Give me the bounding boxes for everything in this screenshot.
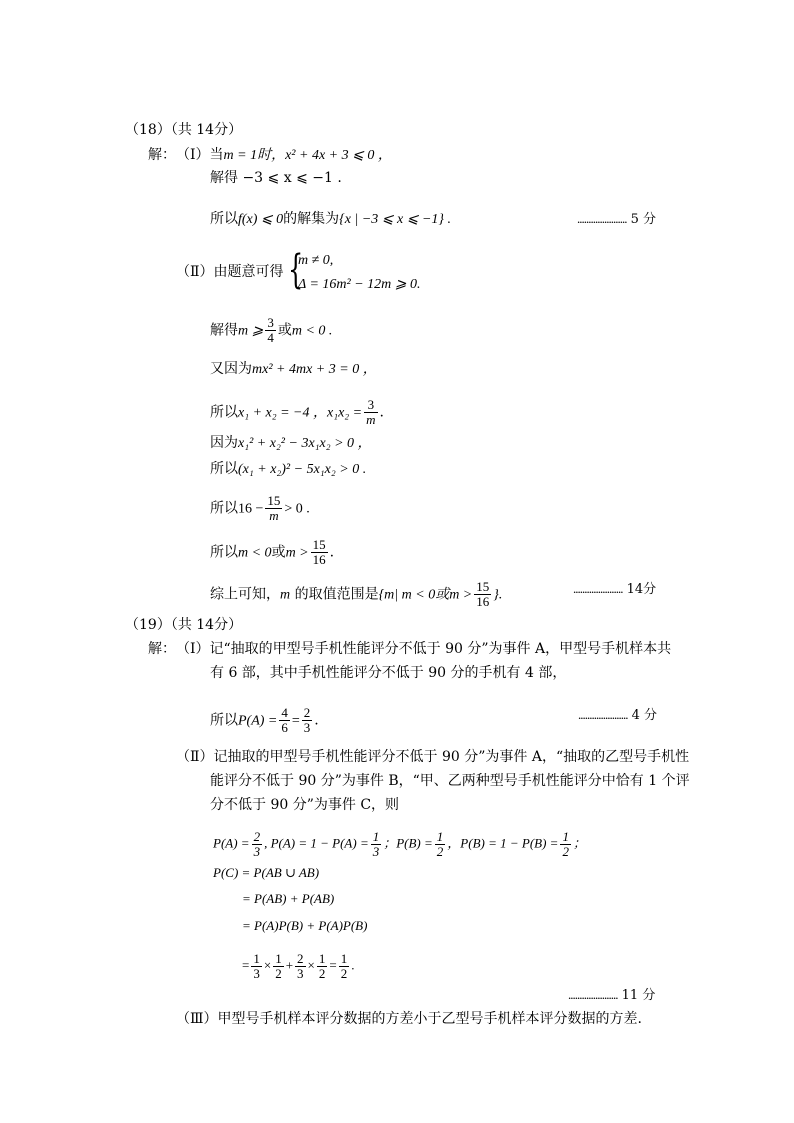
denominator: 2: [436, 844, 444, 859]
text: 的解集为: [283, 211, 340, 227]
q19-p2-calc4: = $\frac{1}{3}$ × $\frac{1}{2}$ + $\frac{2}{3}$ × $\frac{1}{2}$ = $\frac{1}{2}$ .: [242, 951, 355, 981]
text: 又因为: [210, 361, 252, 377]
denominator: 16: [476, 594, 490, 609]
fraction: [560, 830, 571, 859]
text: 所以: [210, 712, 238, 729]
q18-p1-condition: m = 1时，x² + 4x + 3 ⩽ 0 ，: [223, 148, 392, 163]
fraction: [317, 952, 328, 981]
math: }.: [493, 587, 503, 603]
denominator: 3: [253, 844, 261, 859]
math: ×: [307, 957, 315, 973]
numerator: 1: [253, 951, 260, 966]
q18-p1-line3: [210, 210, 451, 229]
math: m < 0 .: [291, 323, 333, 339]
fraction: [251, 952, 262, 981]
q18-p2-line3: 所以x₁ + x₂ = −4 ，x₁x₂ = $\frac{3}{m}$ .: [210, 397, 384, 427]
math: 16 −: [238, 501, 264, 517]
q19-jie: 解：: [148, 641, 176, 657]
q19-p1-line2: 有 6 部，其中手机性能评分不低于 90 分的手机有 4 部，: [210, 665, 567, 681]
math: m: [280, 587, 291, 603]
q19-p2-calc3: = P(A)P(B) + P(A)P(B): [242, 918, 368, 933]
fraction: [311, 538, 328, 567]
numerator: 4: [281, 705, 288, 720]
q18-p2-sys2: Δ = 16m² − 12m ⩾ 0.: [298, 277, 421, 292]
math: , P(A) = 1 − P(A) =: [264, 835, 369, 851]
text: 综上可知，: [210, 586, 280, 603]
math: +: [285, 957, 294, 973]
math: ，P(B) = 1 − P(B) =: [447, 835, 559, 851]
numerator: 3: [364, 398, 377, 413]
q18-jie: 解：: [148, 147, 176, 163]
left-brace-icon: {: [288, 247, 304, 293]
q18-p1-solution: 解得 −3 ⩽ x ⩽ −1 .: [210, 170, 342, 186]
q18-p2-line2: [210, 360, 377, 379]
math: x₁² + x₂² − 3x₁x₂ > 0 ，: [238, 436, 372, 451]
q19-p1-score: [578, 706, 657, 725]
q19-p3-line1: （Ⅲ）甲型号手机样本评分数据的方差小于乙型号手机样本评分数据的方差.: [176, 1011, 642, 1027]
q18-p2-line6: [210, 494, 310, 523]
fraction: [265, 494, 282, 523]
numerator: 2: [303, 705, 311, 720]
math: =: [329, 957, 337, 973]
q19-p2-calc2: = P(AB) + P(AB): [242, 891, 335, 906]
math: =: [242, 957, 250, 973]
math: (x₁ + x₂)² − 5x₁x₂ > 0 .: [238, 462, 367, 477]
denominator: 3: [297, 966, 304, 981]
numerator: 1: [436, 829, 444, 844]
fraction: [435, 830, 446, 859]
q18-p2-line1: [210, 316, 332, 345]
fraction: [279, 706, 290, 735]
q18-p2-score: [573, 580, 656, 599]
fraction: [339, 952, 350, 981]
math: P(A) =: [213, 835, 250, 851]
q18-p1-line2: [210, 169, 342, 187]
q18-p2-label: （Ⅱ）由题意可得: [176, 264, 284, 280]
text: 所以: [210, 500, 238, 517]
q19-p2-line2: 能评分不低于 90 分”为事件 B，“甲、乙两种型号手机性能评分中恰有 1 个评: [210, 773, 690, 789]
numerator: 1: [562, 829, 569, 844]
q19-p2-calc1: P(C) = P(AB ∪ AB): [213, 865, 320, 880]
q18-p1-line1: [176, 146, 392, 165]
denominator: m: [366, 412, 376, 427]
q19-p1-line3: 所以P(A) = $\frac{4}{6}$ = $\frac{2}{3}$ .: [210, 705, 319, 735]
score-text: 5 分: [630, 212, 657, 227]
denominator: m: [269, 508, 279, 523]
numerator: 3: [267, 315, 274, 330]
denominator: 4: [267, 330, 274, 345]
fraction: [295, 952, 306, 981]
score-text: 4 分: [631, 708, 658, 723]
math: {x | −3 ⩽ x ⩽ −1} .: [339, 212, 452, 227]
denominator: 3: [253, 966, 260, 981]
text: 所以: [210, 404, 238, 421]
math: P(A) =: [238, 713, 278, 729]
text: 的取值范围是: [290, 586, 379, 603]
numerator: 1: [372, 829, 380, 844]
denominator: 2: [318, 966, 326, 981]
math: mx² + 4mx + 3 = 0 ，: [252, 362, 377, 377]
q18-p1-score: [577, 210, 656, 229]
q18-p1-label: （Ⅰ）当: [176, 147, 224, 163]
q18-p2-line7: 所以m < 0或m > $\frac{15}{16}$ .: [210, 537, 335, 567]
score-text: 11 分: [621, 988, 656, 1003]
q18-p2-line8: [210, 580, 502, 609]
text: 所以: [210, 461, 238, 477]
text: 所以: [210, 211, 238, 227]
numerator: 2: [297, 951, 304, 966]
text: 解得: [210, 322, 238, 339]
denominator: 6: [281, 720, 288, 735]
numerator: 15: [476, 579, 490, 594]
q19-p2-line1: （Ⅱ）记抽取的甲型号手机性能评分不低于 90 分”为事件 A，“抽取的乙型号手机性: [176, 749, 690, 765]
numerator: 1: [275, 951, 282, 966]
denominator: 16: [312, 552, 326, 567]
text: 或: [277, 322, 292, 339]
fraction: [265, 316, 276, 345]
numerator: 15: [312, 537, 326, 552]
fraction: [273, 952, 284, 981]
math: ；: [572, 835, 586, 851]
q19-header: （19）（共 14分）: [125, 617, 243, 633]
text: 所以: [210, 544, 238, 561]
q18-header: （18）（共 14分）: [125, 122, 243, 138]
q18-p2-line5: [210, 460, 366, 479]
leader-dots: ......................: [578, 707, 628, 722]
fraction: [252, 830, 263, 859]
denominator: 2: [275, 966, 282, 981]
numerator: 2: [253, 829, 261, 844]
denominator: 3: [303, 720, 311, 735]
q18-p2-line4: [210, 434, 372, 453]
fraction: [474, 580, 491, 609]
numerator: 1: [318, 951, 326, 966]
denominator: 3: [372, 844, 380, 859]
denominator: 2: [340, 966, 348, 981]
text: 或: [271, 544, 286, 561]
text: 因为: [210, 435, 238, 451]
fraction: [302, 706, 313, 735]
math: m ⩾: [238, 323, 264, 339]
fraction: [371, 830, 382, 859]
q19-p2-line3: 分不低于 90 分”为事件 C，则: [210, 797, 400, 813]
numerator: 15: [267, 493, 281, 508]
math: > 0 .: [284, 501, 310, 517]
q19-p1-line1: （Ⅰ）记“抽取的甲型号手机性能评分不低于 90 分”为事件 A，甲型号手机样本共: [176, 641, 672, 657]
leader-dots: ......................: [577, 211, 627, 226]
math: m < 0: [238, 545, 272, 561]
q18-p2-sys1: m ≠ 0,: [298, 253, 334, 268]
fraction: [364, 398, 377, 427]
math: f(x) ⩽ 0: [238, 212, 284, 227]
math: ；P(B) =: [383, 835, 433, 851]
q19-p2-probabilities: [213, 830, 586, 859]
leader-dots: ......................: [568, 987, 618, 1002]
numerator: 1: [340, 951, 348, 966]
math: ×: [263, 957, 272, 973]
score-text: 14分: [626, 582, 657, 597]
math: =: [291, 713, 300, 729]
math: {m| m < 0或m >: [378, 587, 473, 603]
q19-p2-score: [568, 986, 655, 1005]
math: m >: [285, 545, 309, 561]
math: x₁ + x₂ = −4 ，x₁x₂ =: [238, 405, 363, 421]
leader-dots: ......................: [573, 581, 623, 596]
denominator: 2: [562, 844, 569, 859]
